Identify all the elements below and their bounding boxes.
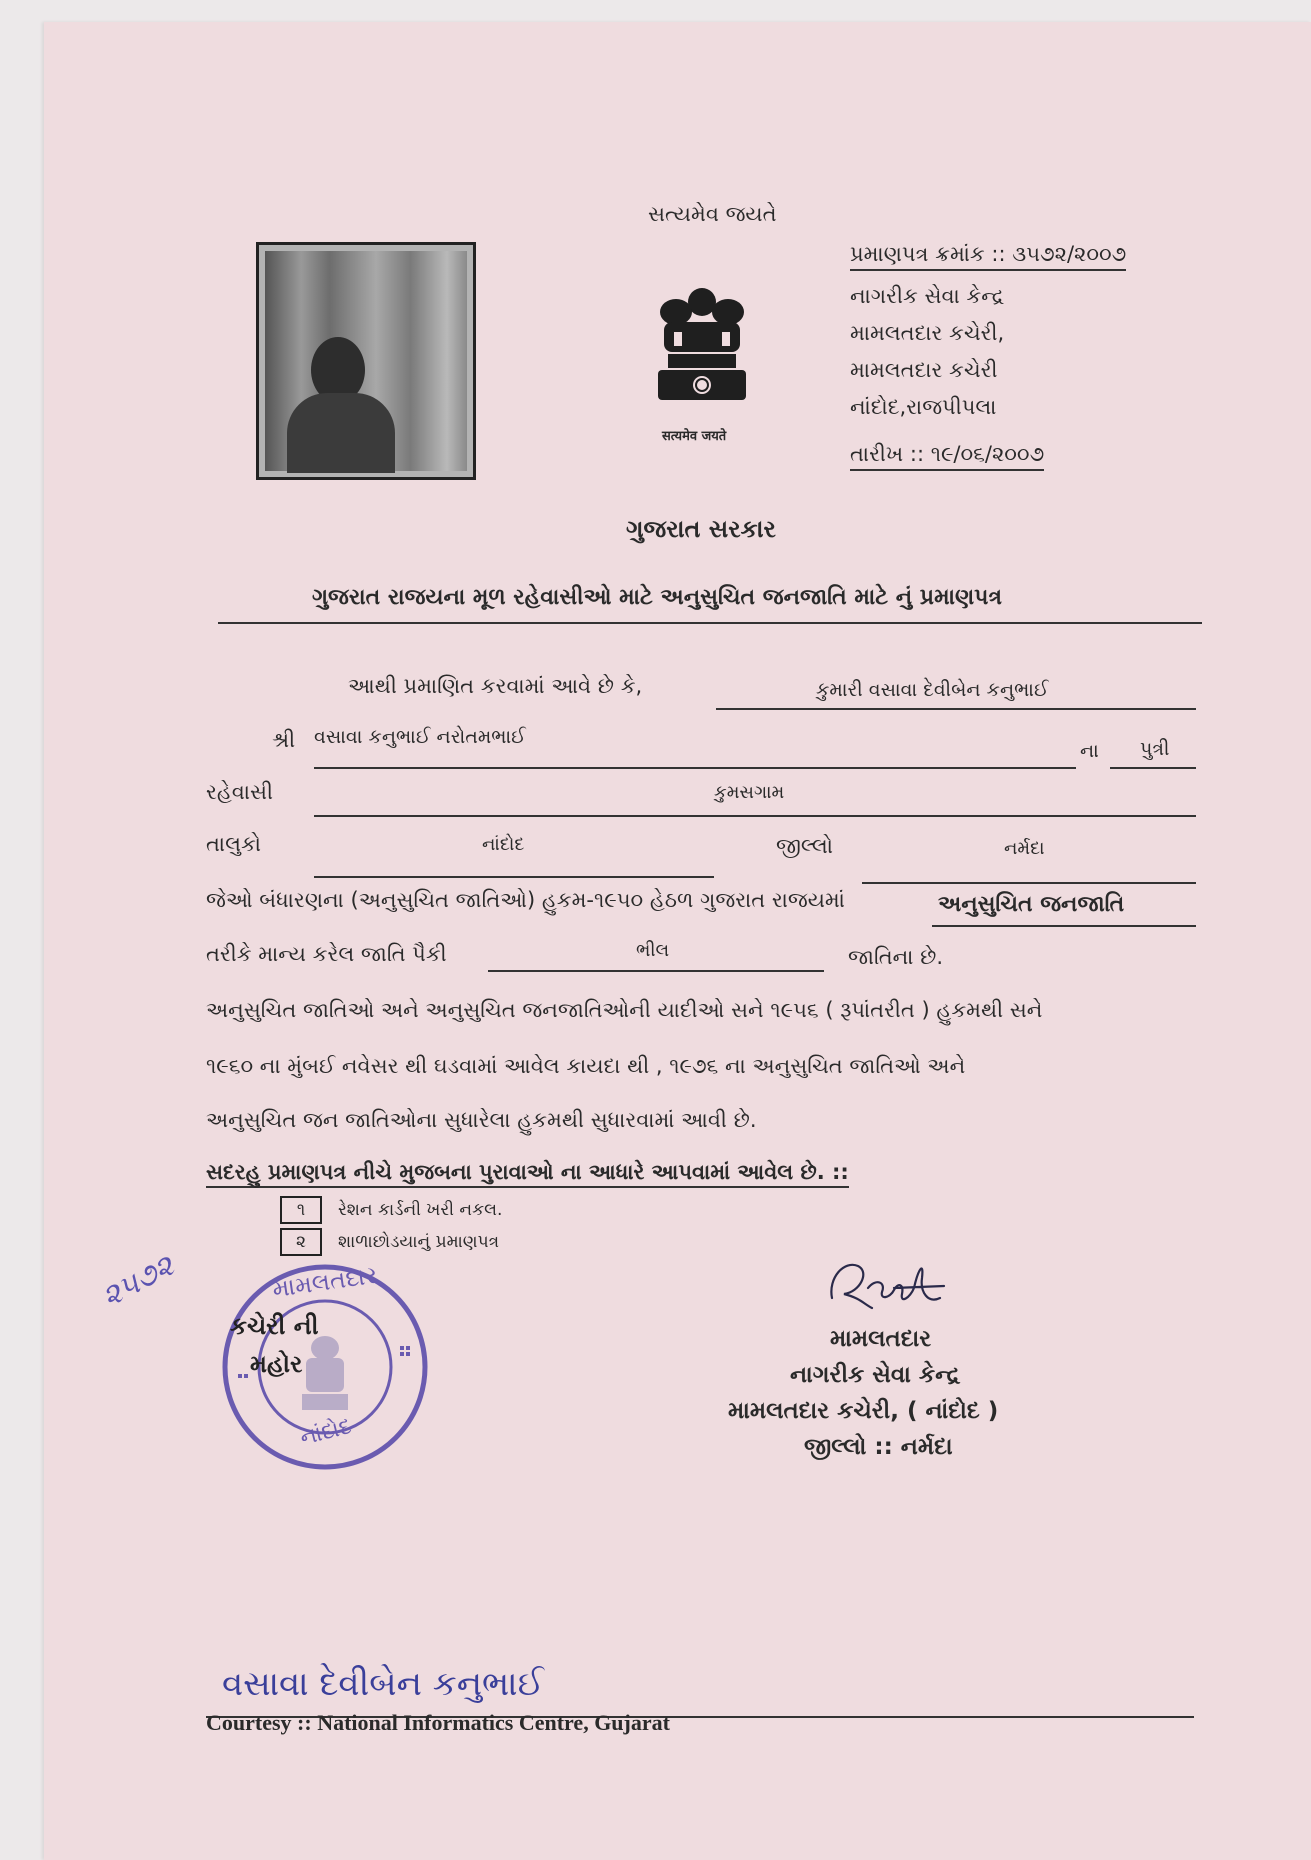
- evidence-number-1: ૧: [280, 1196, 322, 1224]
- district: નર્મદા: [1004, 838, 1045, 859]
- evidence-number-2: ૨: [280, 1228, 322, 1256]
- village-line: [314, 815, 1196, 817]
- resident-label: રહેવાસી: [206, 780, 274, 804]
- title-underline: [218, 622, 1202, 624]
- evidence-item-2: શાળાછોડયાનું પ્રમાણપત્ર: [338, 1232, 500, 1252]
- applicant-name: કુમારી વસાવા દેવીબેન કનુભાઈ: [816, 679, 1049, 701]
- paragraph-line-1: અનુસુચિત જાતિઓ અને અનુસુચિત જનજાતિઓની યાદીઓ સને ૧૯૫૬ ( રૂપાંતરીત ) હુકમથી સને: [206, 998, 1043, 1022]
- signatory-address: મામલતદાર કચેરી, ( નાંદોદ ): [728, 1398, 999, 1424]
- intro-text: આથી પ્રમાણિત કરવામાં આવે છે કે,: [348, 674, 643, 698]
- government-title: ગુજરાત સરકાર: [626, 515, 776, 543]
- paragraph-line-3: અનુસુચિત જન જાતિઓના સુધારેલા હુકમથી સુધારવામાં આવી છે.: [206, 1108, 757, 1132]
- signatory-office: નાગરીક સેવા કેન્દ્ર: [790, 1362, 961, 1388]
- father-name: વસાવા કનુભાઈ નરોતમભાઈ: [314, 726, 526, 748]
- evidence-item-1: રેશન કાર્ડની ખરી નકલ.: [338, 1200, 503, 1220]
- courtesy-text: Courtesy :: National Informatics Centre, Gujarat: [206, 1710, 670, 1735]
- taluka-line: [314, 876, 714, 878]
- district-line: [862, 882, 1196, 884]
- office-line-4: નાંદોદ,રાજપીપલા: [850, 395, 997, 419]
- village: કુમસગામ: [714, 782, 785, 803]
- taluka-label: તાલુકો: [206, 832, 262, 856]
- category: અનુસુચિત જનજાતિ: [938, 892, 1125, 917]
- certificate-number: પ્રમાણપત્ર ક્રમાંક :: ૩૫૭૨/૨૦૦૭: [850, 242, 1126, 271]
- signatory-district: જીલ્લો :: નર્મદા: [804, 1434, 953, 1460]
- seal-text-1: કચેરી ની: [230, 1312, 319, 1340]
- national-emblem-icon: [646, 282, 758, 442]
- caste: ભીલ: [636, 940, 670, 961]
- caste-line: [488, 970, 824, 972]
- seal-ring-top: મામલતદાર: [270, 1260, 379, 1304]
- certificate-title: ગુજરાત રાજયના મૂળ રહેવાસીઓ માટે અનુસુચિત જનજાતિ માટે નું પ્રમાણપત્ર: [312, 585, 1002, 610]
- category-line: [932, 925, 1196, 927]
- father-name-line: [314, 767, 1076, 769]
- issue-date: તારીખ :: ૧૯/૦૬/૨૦૦૭: [850, 442, 1044, 471]
- paragraph-line-2: ૧૯૬૦ ના મુંબઈ નવેસર થી ઘડવામાં આવેલ કાયદા થી , ૧૯૭૬ ના અનુસુચિત જાતિઓ અને: [206, 1054, 966, 1078]
- office-line-2: મામલતદાર કચેરી,: [850, 321, 1005, 345]
- na-label: ના: [1080, 740, 1099, 762]
- signatory-title: મામલતદાર: [830, 1326, 932, 1352]
- office-line-3: મામલતદાર કચેરી: [850, 358, 998, 382]
- applicant-photo: [256, 242, 476, 480]
- caste-suffix: જાતિના છે.: [848, 945, 943, 969]
- shri-label: શ્રી: [272, 728, 296, 752]
- applicant-name-line: [716, 708, 1196, 710]
- district-label: જીલ્લો: [776, 834, 833, 858]
- official-signature: [824, 1248, 954, 1318]
- handwritten-name: વસાવા દેવીબેન કનુભાઈ: [222, 1664, 544, 1704]
- seal-text-2: મહોર: [250, 1350, 303, 1378]
- relation: પુત્રી: [1140, 738, 1170, 760]
- relation-line: [1110, 767, 1196, 769]
- office-line-1: નાગરીક સેવા કેન્દ્ર: [850, 284, 1005, 308]
- seal-ring-bottom: નાંદોદ: [297, 1414, 355, 1451]
- taluka: નાંદોદ: [482, 834, 525, 855]
- evidence-heading: સદરહુ પ્રમાણપત્ર નીચે મુજબના પુરાવાઓ ના આધારે આપવામાં આવેલ છે. ::: [206, 1160, 849, 1188]
- emblem-caption: सत्यमेव जयते: [662, 429, 727, 444]
- recognized-text: તરીકે માન્ય કરેલ જાતિ પૈકી: [206, 942, 447, 966]
- order-text: જેઓ બંધારણના (અનુસુચિત જાતિઓ) હુકમ-૧૯૫૦ હેઠળ ગુજરાત રાજયમાં: [206, 888, 845, 912]
- motto: સત્યમેવ જયતે: [648, 202, 777, 226]
- handwritten-number: ૨૫૭૨: [96, 1248, 180, 1315]
